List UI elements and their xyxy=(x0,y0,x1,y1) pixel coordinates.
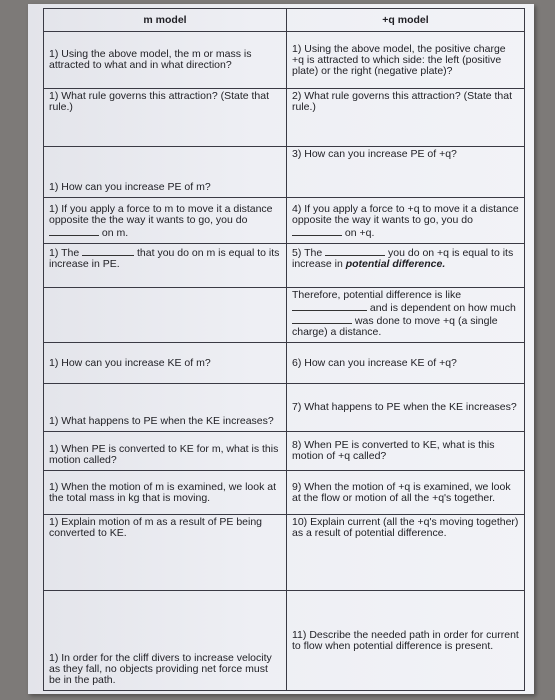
q-question-pe-ke: 7) What happens to PE when the KE increases? xyxy=(287,384,525,432)
table-row xyxy=(44,89,525,147)
table-row xyxy=(44,288,525,343)
m-empty-cell xyxy=(44,288,287,343)
q-work-text-mid: you do on +q is equal to its increase in xyxy=(292,247,514,270)
m-question-explain-motion: 1) Explain motion of m as a result of PE being converted to KE. xyxy=(44,515,287,591)
q-force-blank xyxy=(292,226,342,236)
m-question-pe-ke: 1) What happens to PE when the KE increases? xyxy=(44,384,287,432)
q-question-increase-ke: 6) How can you increase KE of +q? xyxy=(287,343,525,384)
q-question-work-pd xyxy=(287,244,525,288)
m-work-text: 1) The xyxy=(49,247,80,259)
q-work-blank xyxy=(325,246,385,256)
m-force-text: 1) If you apply a force to m to move it a distance opposite the the way it wants to go, you do xyxy=(49,203,273,226)
table-row xyxy=(44,471,525,515)
table-row xyxy=(44,244,525,288)
m-statement-cliff-divers: 1) In order for the cliff divers to increase velocity as they fall, no objects providing net force must be in the path. xyxy=(44,591,287,691)
table-row xyxy=(44,198,525,244)
q-potential-difference-term: potential difference. xyxy=(345,258,446,270)
m-question-increase-ke: 1) How can you increase KE of m? xyxy=(44,343,287,384)
m-question-increase-pe: 1) How can you increase PE of m? xyxy=(44,147,287,198)
table-row xyxy=(44,147,525,198)
m-question-rule: 1) What rule governs this attraction? (State that rule.) xyxy=(44,89,287,147)
m-question-apply-force xyxy=(44,198,287,244)
m-statement-total-mass: 1) When the motion of m is examined, we look at the total mass in kg that is moving. xyxy=(44,471,287,515)
q-statement-flow: 9) When the motion of +q is examined, we look at the flow or motion of all the +q's together. xyxy=(287,471,525,515)
q-work-text: 5) The xyxy=(292,247,323,259)
q-force-text: 4) If you apply a force to +q to move it a distance opposite the way it wants to go, you do xyxy=(292,203,519,226)
table-row xyxy=(44,343,525,384)
table-header-row xyxy=(44,9,525,32)
m-force-blank xyxy=(49,226,99,236)
q-question-rule: 2) What rule governs this attraction? (State that rule.) xyxy=(287,89,525,147)
q-force-text-end: on +q. xyxy=(344,227,375,239)
m-work-blank xyxy=(82,246,134,256)
q-question-attraction: 1) Using the above model, the positive charge +q is attracted to which side: the left (positive plate) or the right (negative plate)? xyxy=(287,32,525,89)
m-question-motion-name: 1) When PE is converted to KE for m, what is this motion called? xyxy=(44,432,287,471)
table-row xyxy=(44,432,525,471)
pd-text-end: was done to move +q (a single charge) a distance. xyxy=(292,315,498,338)
comparison-table xyxy=(43,8,525,691)
pd-blank-2 xyxy=(292,314,352,324)
table-row xyxy=(44,32,525,89)
pd-blank-1 xyxy=(292,301,367,311)
q-model-header: +q model xyxy=(287,9,525,32)
q-question-explain-current: 10) Explain current (all the +q's moving together) as a result of potential difference. xyxy=(287,515,525,591)
table-row xyxy=(44,515,525,591)
m-question-work-pe xyxy=(44,244,287,288)
q-question-increase-pe: 3) How can you increase PE of +q? xyxy=(287,147,525,198)
m-work-text-end: that you do on m is equal to its increase in PE. xyxy=(49,247,280,270)
m-question-attraction: 1) Using the above model, the m or mass is attracted to what and in what direction? xyxy=(44,32,287,89)
m-model-header: m model xyxy=(44,9,287,32)
table-row xyxy=(44,384,525,432)
m-force-text-end: on m. xyxy=(101,227,129,239)
q-question-apply-force xyxy=(287,198,525,244)
q-statement-potential-difference xyxy=(287,288,525,343)
pd-text: Therefore, potential difference is like xyxy=(292,289,462,301)
q-question-motion-name: 8) When PE is converted to KE, what is this motion of +q called? xyxy=(287,432,525,471)
q-question-describe-path: 11) Describe the needed path in order for current to flow when potential difference is present. xyxy=(287,591,525,691)
pd-text-mid: and is dependent on how much xyxy=(369,302,516,314)
table-row xyxy=(44,591,525,691)
